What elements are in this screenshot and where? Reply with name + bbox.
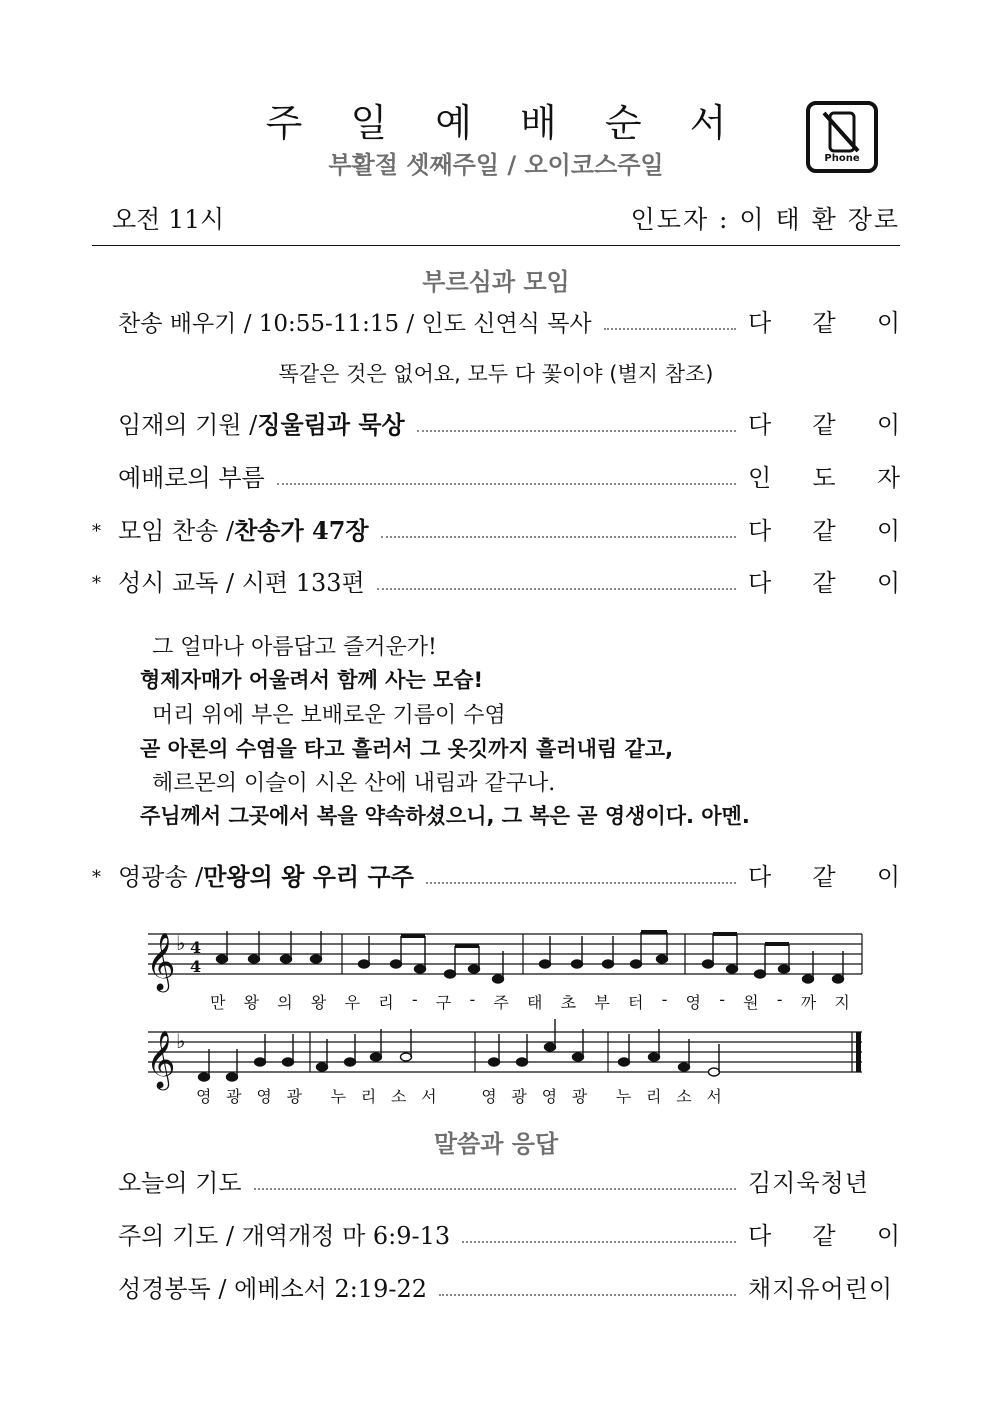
item-participant: 다 같 이 (748, 863, 900, 891)
order-item-scripture-reading (92, 1270, 900, 1304)
psalm-response-line: 주님께서 그곳에서 복을 약속하셨으니, 그 복은 곧 영생이다. 아멘. (140, 804, 750, 828)
stand-mark: * (92, 573, 101, 594)
item-label: 임재의 기원 / (118, 411, 258, 439)
psalm-response-line: 곧 아론의 수염을 타고 흘러서 그 옷깃까지 흘러내림 같고, (140, 737, 674, 761)
item-title: 만왕의 왕 우리 구주 (203, 863, 414, 891)
psalm-response-line: 형제자매가 어울려서 함께 사는 모습! (140, 668, 484, 692)
item-label: 예배로의 부름 (118, 464, 265, 492)
dot-leader (377, 588, 736, 590)
dot-leader (277, 483, 736, 485)
item-label: 모임 찬송 / (118, 517, 235, 545)
item-label: 성경봉독 / 에베소서 2:19-22 (118, 1275, 427, 1303)
item-title: 징울림과 묵상 (257, 411, 405, 439)
svg-text:4: 4 (190, 938, 202, 957)
service-leader: 인도자 : 이 태 환 장로 (630, 205, 900, 234)
psalm-line: 머리 위에 부은 보배로운 기름이 수염 (152, 703, 506, 728)
order-item-lords-prayer (92, 1217, 900, 1251)
item-label: 영광송 / (118, 863, 204, 891)
item-label: 주의 기도 / 개역개정 마 6:9-13 (118, 1222, 451, 1250)
hymn-practice-note: 똑같은 것은 없어요, 모두 다 꽃이야 (별지 참조) (278, 362, 714, 386)
item-label: 오늘의 기도 (118, 1169, 242, 1197)
order-item-invocation (92, 406, 900, 440)
phone-label: Phone (824, 153, 860, 164)
item-participant: 다 같 이 (748, 1222, 900, 1250)
item-title: 찬송가 47장 (234, 516, 369, 545)
svg-text:♭: ♭ (176, 1029, 186, 1053)
order-item-hymn-practice (92, 304, 900, 338)
no-phone-icon (806, 101, 878, 173)
section-word: 말씀과 응답 (433, 1130, 559, 1158)
item-participant: 다 같 이 (748, 569, 900, 597)
psalm-line: 그 얼마나 아름답고 즐거운가! (152, 635, 437, 660)
score-lyrics-line-2: 영 광 영 광 누 리 소 서 영 광 영 광 누 리 소 서 (196, 1087, 722, 1106)
order-item-gathering-hymn (92, 512, 900, 546)
item-label: 성시 교독 / 시편 133편 (118, 569, 365, 597)
item-participant: 다 같 이 (748, 517, 900, 545)
page-title: 주 일 예 배 순 서 (265, 101, 745, 145)
dot-leader (254, 1188, 736, 1190)
order-item-responsive-reading (92, 564, 900, 598)
dot-leader (462, 1241, 736, 1243)
item-participant: 채지유어린이 (748, 1275, 894, 1303)
stand-mark: * (92, 867, 101, 888)
doxology-score (140, 920, 870, 1110)
psalm-line: 헤르몬의 이슬이 시온 산에 내림과 같구나. (152, 771, 556, 796)
page-subtitle: 부활절 셋째주일 / 오이코스주일 (328, 151, 664, 179)
item-participant: 다 같 이 (748, 411, 900, 439)
score-lyrics-line-1: 만 왕 의 왕 우 리 - 구 - 주 태 초 부 터 - 영 - 원 - 까 지 (210, 990, 850, 1012)
svg-text:♭: ♭ (176, 931, 186, 955)
order-item-doxology (92, 858, 900, 892)
item-participant: 김지욱청년 (748, 1169, 869, 1197)
section-gathering: 부르심과 모임 (422, 268, 570, 296)
item-label: 찬송 배우기 / 10:55-11:15 / 인도 신연식 목사 (118, 311, 592, 337)
svg-text:𝄞: 𝄞 (146, 932, 176, 990)
item-participant: 인 도 자 (748, 464, 900, 492)
order-item-prayer (92, 1164, 900, 1198)
header-divider (92, 245, 900, 246)
dot-leader (426, 882, 736, 884)
dot-leader (417, 430, 736, 432)
item-participant: 다 같 이 (748, 309, 900, 337)
svg-text:4: 4 (190, 957, 202, 976)
service-time: 오전 11시 (112, 205, 225, 234)
dot-leader (604, 328, 736, 330)
stand-mark: * (92, 521, 101, 542)
order-item-call-to-worship (92, 459, 900, 493)
dot-leader (439, 1294, 736, 1296)
dot-leader (381, 536, 736, 538)
svg-text:𝄞: 𝄞 (146, 1030, 176, 1088)
